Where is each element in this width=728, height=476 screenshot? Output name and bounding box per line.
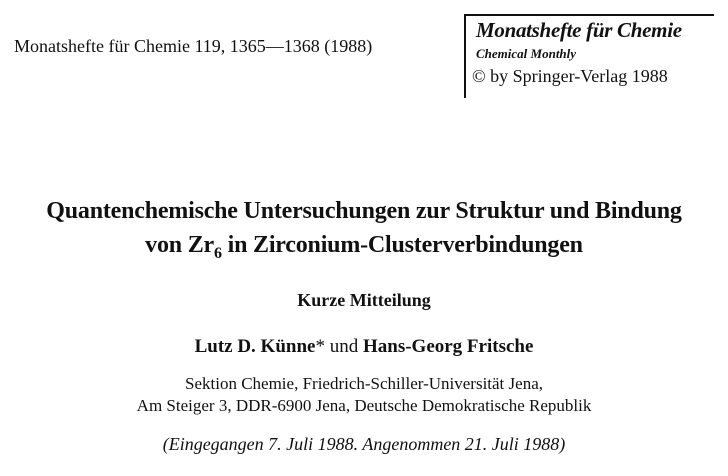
- affiliation-line-2: Am Steiger 3, DDR-6900 Jena, Deutsche Demokratische Republik: [136, 396, 592, 415]
- journal-masthead-box: [464, 14, 714, 98]
- article-title-line-1: Quantenchemische Untersuchungen zur Struktur und Bindung: [46, 198, 682, 224]
- author-1: Lutz D. Künne: [194, 336, 316, 357]
- corresponding-mark: *: [315, 336, 325, 357]
- article-title: [0, 194, 728, 262]
- author-2: Hans-Georg Fritsche: [362, 336, 534, 357]
- article-title-line-2: [0, 228, 728, 262]
- journal-citation: Monatshefte für Chemie 119, 1365—1368 (1988): [14, 36, 373, 56]
- article-type: Kurze Mitteilung: [297, 290, 431, 310]
- journal-subtitle: Chemical Monthly: [476, 46, 577, 61]
- title-text-post: in Zirconium-Clusterverbindungen: [221, 232, 583, 258]
- journal-title: Monatshefte für Chemie: [476, 18, 682, 42]
- author-line: [0, 336, 728, 358]
- title-subscript: 6: [213, 244, 222, 262]
- affiliation: [0, 373, 728, 417]
- affiliation-line-1: Sektion Chemie, Friedrich-Schiller-Universität Jena,: [185, 374, 543, 393]
- copyright-notice: © by Springer-Verlag 1988: [472, 66, 668, 86]
- author-conjunction: und: [324, 336, 363, 357]
- received-dates: (Eingegangen 7. Juli 1988. Angenommen 21. Juli 1988): [162, 434, 566, 454]
- title-text-pre: von Zr: [145, 232, 214, 258]
